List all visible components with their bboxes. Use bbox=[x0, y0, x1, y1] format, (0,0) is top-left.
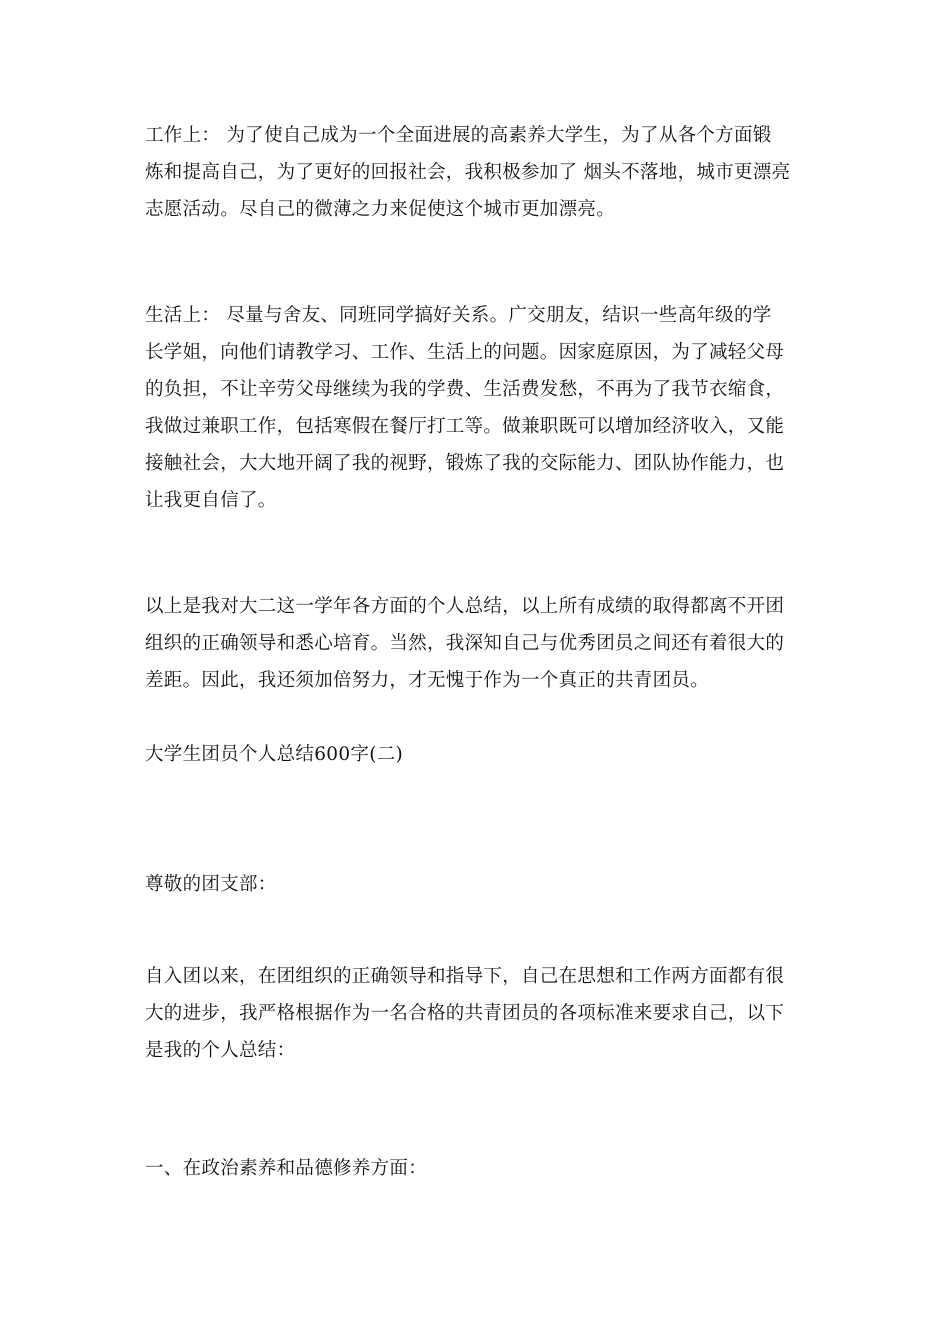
text-line: 差距。因此，我还须加倍努力，才无愧于作为一个真正的共青团员。 bbox=[145, 670, 710, 691]
text-line: 生活上： 尽量与舍友、同班同学搞好关系。广交朋友，结识一些高年级的学 bbox=[145, 305, 772, 326]
salutation bbox=[145, 866, 810, 903]
text-line: 是我的个人总结： bbox=[145, 1040, 296, 1061]
text-line: 的负担，不让辛劳父母继续为我的学费、生活费发愁，不再为了我节衣缩食， bbox=[145, 379, 785, 400]
paragraph-summary bbox=[145, 588, 810, 699]
text-line: 以上是我对大二这一学年各方面的个人总结，以上所有成绩的取得都离不开团 bbox=[145, 596, 785, 617]
text-line: 一、在政治素养和品德修养方面： bbox=[145, 1158, 428, 1179]
text-line: 让我更自信了。 bbox=[145, 490, 277, 511]
paragraph-life bbox=[145, 297, 810, 519]
section-heading bbox=[145, 736, 810, 773]
text-line: 大的进步，我严格根据作为一名合格的共青团员的各项标准来要求自己，以下 bbox=[145, 1003, 785, 1024]
text-line: 接触社会，大大地开阔了我的视野，锻炼了我的交际能力、团队协作能力，也 bbox=[145, 453, 785, 474]
subsection-heading bbox=[145, 1150, 810, 1187]
text-line: 长学姐，向他们请教学习、工作、生活上的问题。因家庭原因，为了减轻父母 bbox=[145, 342, 785, 363]
paragraph-intro bbox=[145, 958, 810, 1069]
paragraph-work bbox=[145, 117, 810, 228]
text-line: 志愿活动。尽自己的微薄之力来促使这个城市更加漂亮。 bbox=[145, 199, 616, 220]
text-line: 我做过兼职工作，包括寒假在餐厅打工等。做兼职既可以增加经济收入，又能 bbox=[145, 416, 785, 437]
text-line: 大学生团员个人总结600字(二) bbox=[145, 744, 404, 765]
text-line: 炼和提高自己，为了更好的回报社会，我积极参加了 烟头不落地，城市更漂亮 bbox=[145, 162, 791, 183]
text-line: 组织的正确领导和悉心培育。当然，我深知自己与优秀团员之间还有着很大的 bbox=[145, 633, 785, 654]
text-line: 自入团以来，在团组织的正确领导和指导下，自己在思想和工作两方面都有很 bbox=[145, 966, 785, 987]
text-line: 尊敬的团支部： bbox=[145, 874, 277, 895]
text-line: 工作上： 为了使自己成为一个全面进展的高素养大学生，为了从各个方面锻 bbox=[145, 125, 772, 146]
